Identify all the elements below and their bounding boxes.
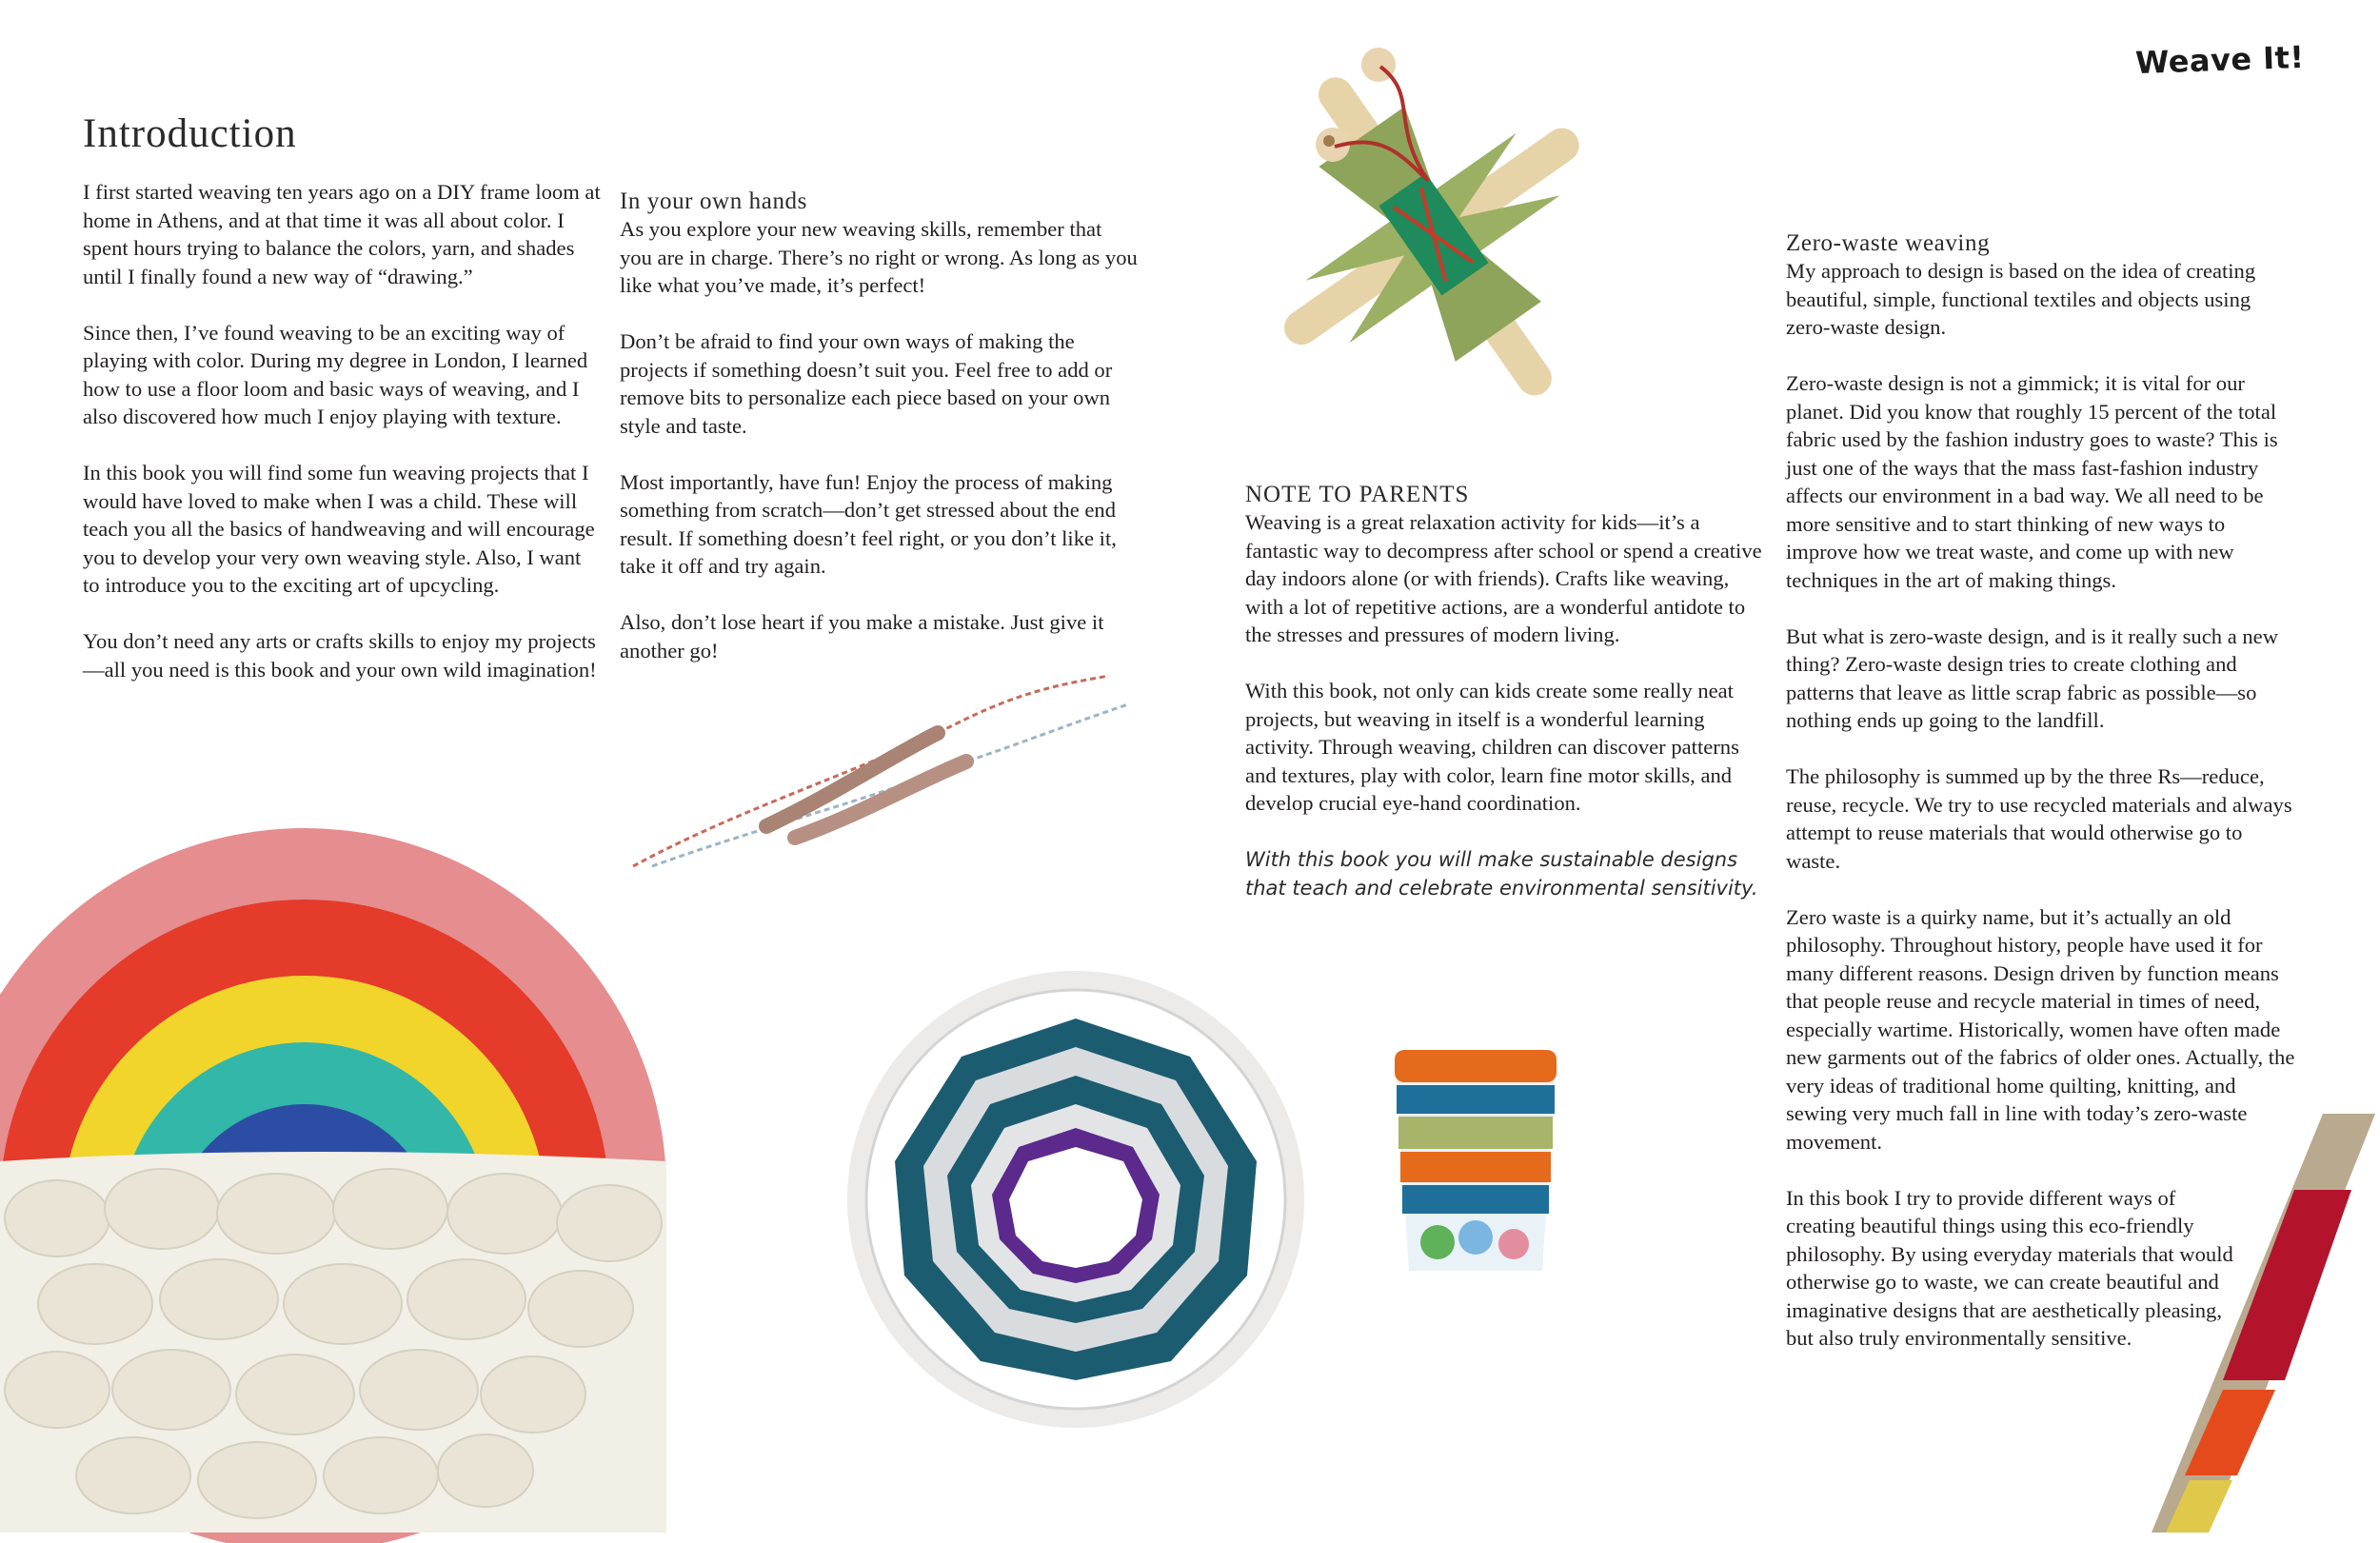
zero-waste-paragraph: The philosophy is summed up by the three Rs—reduce, reuse, recycle. We try to use recycled materials and always attempt to reuse materials that would otherwise go to waste.: [1786, 764, 2292, 873]
parents-section: [1245, 482, 1767, 902]
intro-title: Introduction: [83, 111, 297, 156]
parents-title: NOTE TO PARENTS: [1245, 482, 1470, 507]
zero-waste-paragraph: Zero waste is a quirky name, but it’s actually an old philosophy. Throughout history, people have used it for many different reasons. Design driven by function means that people reuse and recycle material in times of need, especially wartime. Historically, women have often made new garments out of the fabrics of older ones. Actually, the very ideas of traditional home quilting, knitting, and sewing very much fall in line with today’s zero-waste movement.: [1786, 904, 2295, 1154]
parents-note: With this book you will make sustainable designs that teach and celebrate environmental sensitivity.: [1245, 848, 1758, 900]
zero-waste-paragraph: Zero-waste design is not a gimmick; it is vital for our planet. Did you know that roughly 15 percent of the total fabric used by the fashion industry goes to waste? This is just one of the ways that the mass fast-fashion industry affects our environment in a bad way. We all need to be more sensitive and to start thinking of new ways to improve how we treat waste, and come up with new techniques in the art of making things.: [1786, 371, 2278, 592]
zero-waste-paragraph: But what is zero-waste design, and is it really such a new thing? Zero-waste design tries to create clothing and patterns that leave as little scrap fabric as possible—so nothing ends up going to the landfill.: [1786, 623, 2279, 732]
own-hands-section: [620, 188, 1139, 693]
own-hands-title: In your own hands: [620, 188, 807, 214]
wrapped-branch-photo: [2132, 1114, 2380, 1533]
parents-paragraph: Weaving is a great relaxation activity for kids—it’s a fantastic way to decompress after school or spend a creative day indoors alone (or with friends). Crafts like weaving, with a lot of repetitive actions, are a wonderful antidote to the stresses and pressures of modern living.: [1245, 510, 1762, 646]
zero-waste-paragraph: My approach to design is based on the idea of creating beautiful, simple, functional textiles and objects using zero-waste design.: [1786, 259, 2256, 339]
wrapped-cords-photo: [624, 666, 1138, 876]
parents-paragraph: With this book, not only can kids create some really neat projects, but weaving in itself is a wonderful learning activity. Through weaving, children can discover patterns and textures, play with color, learn fine motor skills, and develop crucial eye-hand coordination.: [1245, 679, 1739, 815]
own-hands-paragraph: As you explore your new weaving skills, remember that you are in charge. There’s no right or wrong. As long as you like what you’ve made, it’s perfect!: [620, 217, 1138, 297]
paper-plate-weaving-photo: [838, 961, 1314, 1437]
own-hands-paragraph: Also, don’t lose heart if you make a mistake. Just give it another go!: [620, 610, 1104, 663]
own-hands-paragraph: Most importantly, have fun! Enjoy the process of making something from scratch—don’t get stressed about the end result. If something doesn’t feel right, or you don’t like it, take it off and try again.: [620, 469, 1117, 578]
book-brand-logo: Weave It!: [2133, 38, 2305, 82]
popsicle-weaving-photo: [1276, 38, 1590, 428]
zero-waste-paragraph: In this book I try to provide different ways of creating beautiful things using this eco-friendly philosophy. By using everyday materials that would otherwise go to waste, we can create beautiful and imaginative designs that are aesthetically pleasing, but also truly environmentally sensitive.: [1786, 1185, 2233, 1350]
intro-paragraph: You don’t need any arts or crafts skills to enjoy my projects—all you need is this book and your own wild imagination!: [83, 629, 597, 682]
intro-paragraph: I first started weaving ten years ago on a DIY frame loom at home in Athens, and at that time it was all about color. I spent hours trying to balance the colors, yarn, and shades until I finally found a new way of “drawing.”: [83, 180, 601, 288]
intro-section: [83, 110, 602, 712]
rainbow-weaving-photo: [0, 828, 676, 1533]
intro-paragraph: In this book you will find some fun weaving projects that I would have loved to make when I was a child. These will teach you all the basics of handweaving and will encourage you to develop your very own weaving style. Also, I want to introduce you to the exciting art of upcycling.: [83, 461, 595, 597]
zero-waste-title: Zero-waste weaving: [1786, 230, 1991, 256]
intro-paragraph: Since then, I’ve found weaving to be an exciting way of playing with color. During my degree in London, I learned how to use a floor loom and basic ways of weaving, and I also discovered how much I enjoy playing with texture.: [83, 320, 588, 428]
own-hands-paragraph: Don’t be afraid to find your own ways of making the projects if something doesn’t suit you. Feel free to add or remove bits to personalize each piece based on your own style and taste.: [620, 329, 1113, 438]
paper-cup-weaving-photo: [1385, 1033, 1566, 1290]
